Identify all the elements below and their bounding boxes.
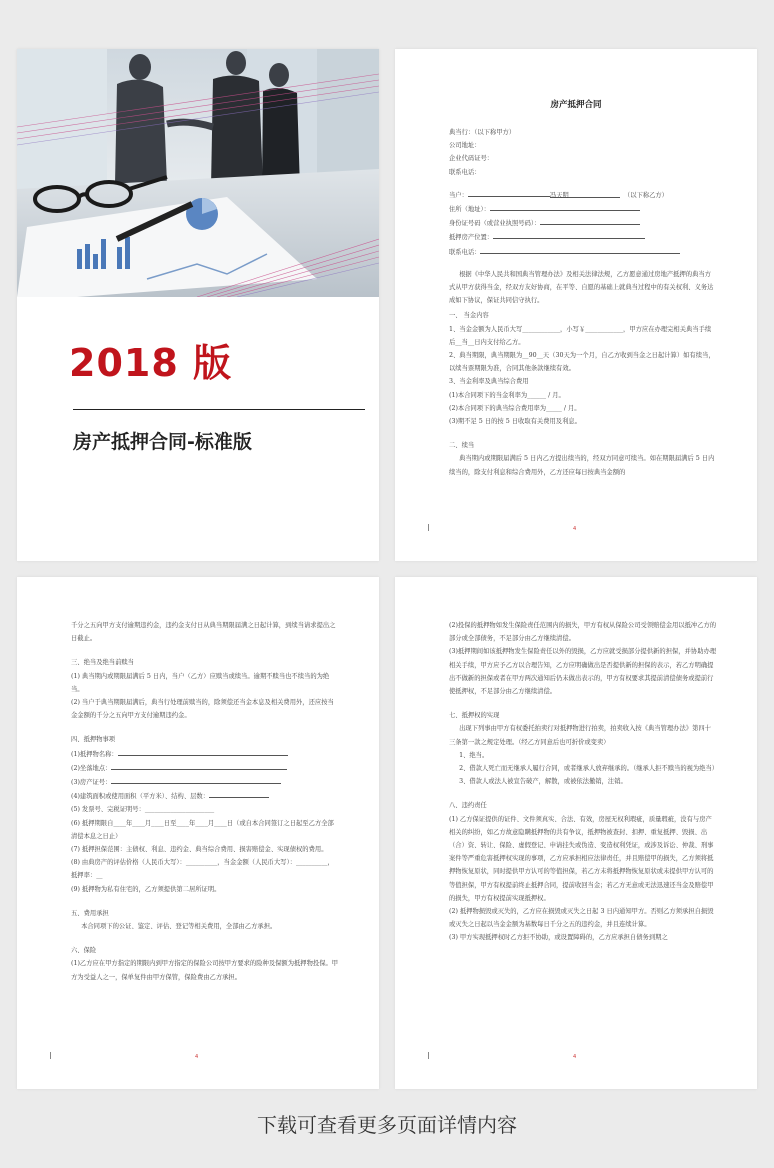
download-caption[interactable]: 下载可查看更多页面详情内容 bbox=[257, 1113, 517, 1137]
clause: (2)投保的抵押物如发生保险责任范围内的损失，甲方有权从保险公司受领赔偿金用以抵冲乙方的部分或全部债务，不足部分由乙方继续清偿。 bbox=[449, 622, 717, 643]
clause: (2) 抵押物损毁或灭失的，乙方应在损毁或灭失之日起 3 日内通知甲方。否则乙方须承担自损毁或灭失之日起以当金金额为基数每日千分之五的违约金，并且连续计算。 bbox=[449, 908, 714, 929]
cover-page bbox=[17, 49, 379, 561]
contract-body-2 bbox=[71, 619, 339, 984]
party-a-line: 公司地址： bbox=[449, 142, 481, 150]
clause: 3、当金利率及典当综合费用 bbox=[449, 378, 529, 386]
cover-title: 房产抵押合同-标准版 bbox=[73, 431, 252, 453]
section-heading: 一、 当金内容 bbox=[449, 312, 489, 320]
property-field: (2)坐落地点： bbox=[71, 761, 339, 775]
contract-page-3 bbox=[395, 577, 757, 1089]
section-heading: 四、抵押物事项 bbox=[71, 736, 116, 744]
property-field: (4)建筑面积或使用面积（平方米）、结构、层数： bbox=[71, 789, 339, 803]
page-number: 4 bbox=[573, 526, 577, 532]
section-heading: 二、续当 bbox=[449, 442, 475, 450]
clause: (9) 抵押物为私有住宅的，乙方须提供第二居所证明。 bbox=[71, 885, 221, 893]
clause: 1、绝当。 bbox=[459, 751, 489, 759]
intro-paragraph: 根据《中华人民共和国典当管理办法》及相关法律法规，乙方愿意通过房地产抵押的典当方式从甲方获得当金，经双方友好协商，在平等、自愿的基础上就典当过程中的有关权利、义务达成如下协议，保证共同信守执行。 bbox=[449, 270, 714, 305]
party-b-field: 身份证号码（或营业执照号码）： bbox=[449, 216, 717, 230]
contract-page-2 bbox=[17, 577, 379, 1089]
clause: 3、借款人或法人被宣告破产，解散，或被依法撤销，注销。 bbox=[459, 778, 627, 786]
contract-page-1 bbox=[395, 49, 757, 561]
clause: (3) 甲方实现抵押权时乙方拒不协助，或设置障碍的，乙方应承担自债务到期之 bbox=[449, 934, 668, 942]
cover-divider bbox=[73, 409, 365, 410]
contract-body-3 bbox=[449, 619, 717, 945]
clause: (5) 发票号、完税证明号：______________________ bbox=[71, 806, 215, 814]
clause: 2、典当期限，典当期限为__90__天（30天为一个月，自乙方收到当金之日起计算）如有续当，以续当票期限为准，合同其他条款继续有效。 bbox=[449, 352, 715, 373]
contract-title: 房产抵押合同 bbox=[550, 100, 602, 110]
clause: (3)抵押期间如该抵押物发生保险责任以外的毁损，乙方应就受损部分提供新的担保，并协助办理相关手续，甲方应予乙方以合理告知，乙方应明确做出是否提供新的担保的表示，若乙方明确提出不做新的担保或者在甲方两次通知后仍未做出表示的，甲方有权要求其提前清偿债务或提前行使抵押权，不足部分由乙方继续清偿。 bbox=[449, 648, 717, 696]
clause: 本合同项下的公证、鉴定、评估、登记等相关费用，全部由乙方承担。 bbox=[81, 923, 277, 931]
party-b-field: 住所（地址）： bbox=[449, 202, 717, 216]
party-b-label: 当户： bbox=[449, 191, 468, 199]
clause: (2)本合同项下的典当综合费用率为_____ / 月。 bbox=[449, 404, 581, 412]
property-field: (1)抵押物名称： bbox=[71, 747, 339, 761]
clause: 出现下列事由甲方有权委托拍卖行对抵押物进行拍卖，拍卖收入按《典当管理办法》第四十三条第一款之规定处理。（经乙方同意后也可折价或变卖） bbox=[449, 725, 711, 746]
clause: (1)乙方应在甲方指定的期限内到甲方指定的保险公司按甲方要求的险种及保额为抵押物投保。甲方为受益人之一，保单复件由甲方保管，保险费由乙方承担。 bbox=[71, 960, 339, 981]
clause: 典当期内或期限届满后 5 日内乙方提出续当的，经双方同意可续当。如在期限届满后 5 日内续当的，除支付利息和综合费用外，乙方还应每日按典当金额的 bbox=[449, 455, 715, 476]
party-b-name: 冯天明 bbox=[550, 189, 620, 198]
party-a-line: 典当行：（以下称甲方） bbox=[449, 129, 516, 136]
clause: (3)期不足 5 日的按 5 日收取有关费用及利息。 bbox=[449, 418, 581, 426]
clause: 1、当金金额为人民币大写____________，小写￥____________，甲方应在办理完相关典当手续后__当__日内支付给乙方。 bbox=[449, 325, 712, 346]
party-b-field: 联系电话： bbox=[449, 245, 717, 259]
page-number: 4 bbox=[573, 1054, 577, 1060]
footer-mark bbox=[50, 1052, 51, 1059]
property-field: (3)房产证号： bbox=[71, 775, 339, 789]
clause: (6) 抵押期限自____年____月____日至____年____月____日（或自本合同签订之日起至乙方全部清偿本息之日止） bbox=[71, 819, 334, 840]
clause: (7) 抵押担保范围：主债权、利息、违约金、典当综合费用、损害赔偿金、实现债权的费用。 bbox=[71, 846, 328, 854]
cover-photo bbox=[17, 49, 379, 297]
section-heading: 五、费用承担 bbox=[71, 909, 109, 917]
page-number: 4 bbox=[195, 1054, 199, 1060]
clause: (2) 当户于典当期限届满后，典当行处理前赎当的，除须偿还当金本息及相关费用外，还应按当金金额的千分之五向甲方支付逾期违约金。 bbox=[71, 699, 334, 720]
clause: (8) 由典房产的评估价格（人民币大写）：__________，当金金额（人民币大写）：__________，抵押率：__ bbox=[71, 859, 334, 880]
clause: 2、借款人死亡而无继承人履行合同，或者继承人放弃继承的。（继承人拒不赎当的视为绝当） bbox=[459, 765, 719, 773]
party-a-line: 联系电话： bbox=[449, 168, 481, 176]
footer-mark bbox=[428, 1052, 429, 1059]
cover-year: 2018 版 bbox=[69, 341, 232, 385]
clause: (1) 典当期内或期限届满后 5 日内，当户（乙方）应赎当或续当。逾期不赎当也不续当的为绝当。 bbox=[71, 672, 330, 693]
party-b-suffix: （以下称乙方） bbox=[623, 191, 668, 199]
contract-body-1 bbox=[449, 126, 717, 479]
party-b-field: 抵押房产位置： bbox=[449, 230, 717, 244]
section-heading: 八、违约责任 bbox=[449, 802, 487, 810]
clause: (1) 乙方保证提供的证件、文件须真实、合法、有效，房屋无权利瑕疵，质量瑕疵，没有与房产相关的纠纷，如乙方故意隐瞒抵押物的共有争议，抵押物被查封、扣押、重复抵押、毁损、出（合）资、转让、保险、虚假登记、申请挂失或伪造、变造权利凭证，或涉及诉讼、仲裁、刑事案件等严重危害抵押权实现的事项，乙方应承担相应法律责任，并且赔偿甲的损失，乙方须将抵押物恢复原状，同时提供甲方认可的等值担保，若乙方未将抵押物恢复原状或未提供甲方认可的等值担保，甲方有权提前终止抵押合同，提前收回当金；若乙方无意或无法迅速还当金及赔偿甲的损失，甲方有权提前实现抵押权。 bbox=[449, 815, 714, 902]
section-heading: 三、绝当及绝当前赎当 bbox=[71, 659, 134, 667]
party-b-line bbox=[449, 188, 717, 202]
section-heading: 六、保险 bbox=[71, 947, 97, 955]
clause: 千分之五向甲方支付逾期违约金，违约金支付日从典当期限届满之日起计算，到续当请求提出之日截止。 bbox=[71, 622, 336, 643]
footer-mark bbox=[428, 524, 429, 531]
section-heading: 七、抵押权的实现 bbox=[449, 712, 500, 720]
party-a-line: 企业代码证号： bbox=[449, 155, 494, 163]
clause: (1)本合同项下的当金利率为______ / 月。 bbox=[449, 391, 565, 399]
